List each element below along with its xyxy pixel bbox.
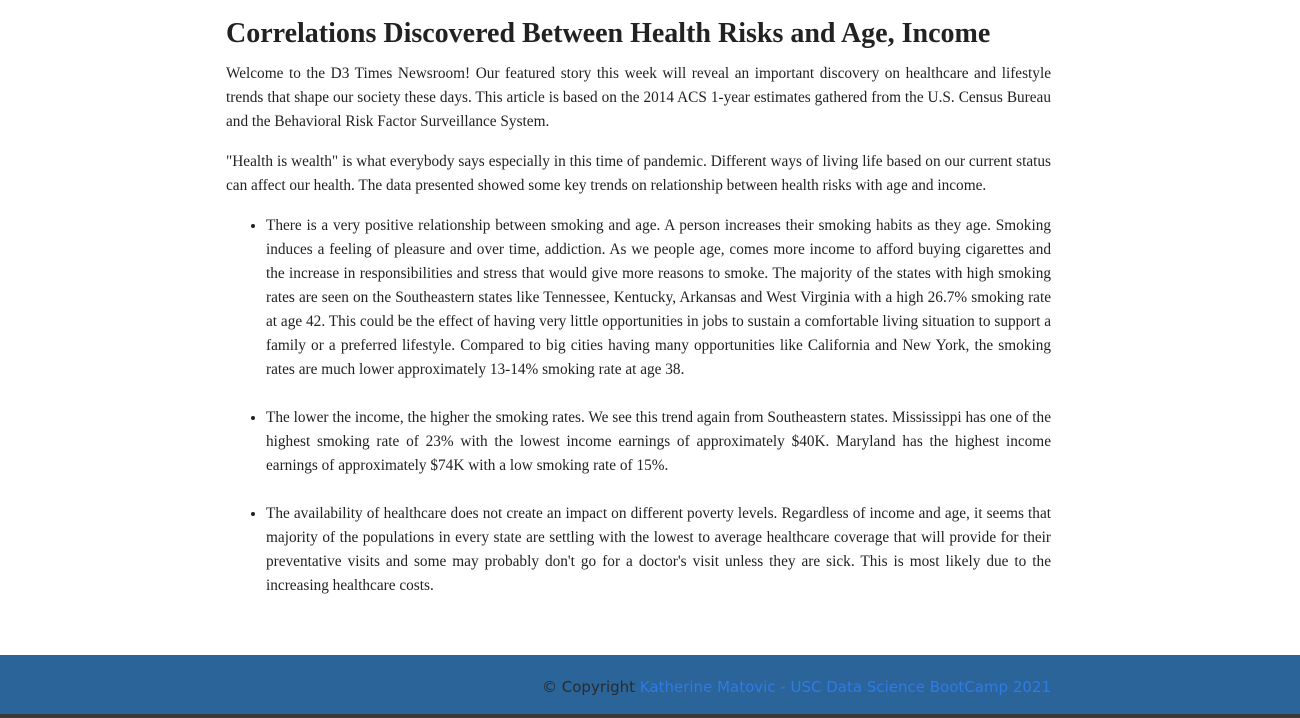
bottom-edge-strip <box>0 714 1300 718</box>
page-footer <box>0 655 1300 714</box>
findings-list <box>226 214 1051 598</box>
finding-income-smoking: • The lower the income, the higher the smoking rates. We see this trend again from Southeastern states. Mississippi has one of the highest smoking rate of 23% with the lowest income earnings of approximately $40K. Maryland has the highest income earnings of approximately $74K with a low smoking rate of 15%. <box>266 406 1051 478</box>
finding-smoking-age: • There is a very positive relationship between smoking and age. A person increases their smoking habits as they age. Smoking induces a feeling of pleasure and over time, addiction. As we people age, comes more income to afford buying cigarettes and the increase in responsibilities and stress that would give more reasons to smoke. The majority of the states with high smoking rates are seen on the Southeastern states like Tennessee, Kentucky, Arkansas and West Virginia with a high 26.7% smoking rate at age 42. This could be the effect of having very little opportunities in jobs to sustain a comfortable living situation to support a family or a preferred lifestyle. Compared to big cities having many opportunities like California and New York, the smoking rates are much lower approximately 13-14% smoking rate at age 38. <box>266 214 1051 382</box>
author-link[interactable]: Katherine Matovic - USC Data Science BootCamp 2021 <box>639 678 1052 696</box>
finding-healthcare-poverty: • The availability of healthcare does not create an impact on different poverty levels. Regardless of income and age, it seems that majority of the populations in every state are settling with the lowest to average healthcare coverage that will provide for their preventative visits and some may probably don't go for a doctor's visit unless they are sick. This is most likely due to the increasing healthcare costs. <box>266 502 1051 598</box>
article-title: Correlations Discovered Between Health Risks and Age, Income <box>226 18 991 49</box>
footer-copyright <box>542 677 1051 697</box>
article <box>226 16 1051 622</box>
copyright-label: © Copyright <box>542 678 640 696</box>
intro-paragraph: Welcome to the D3 Times Newsroom! Our featured story this week will reveal an important discovery on healthcare and lifestyle trends that shape our society these days. This article is based on the 2014 ACS 1-year estimates gathered from the U.S. Census Bureau and the Behavioral Risk Factor Surveillance System. <box>226 65 1051 130</box>
context-paragraph: "Health is wealth" is what everybody says especially in this time of pandemic. Different ways of living life based on our current status can affect our health. The data presented showed some key trends on relationship between health risks with age and income. <box>226 153 1051 194</box>
